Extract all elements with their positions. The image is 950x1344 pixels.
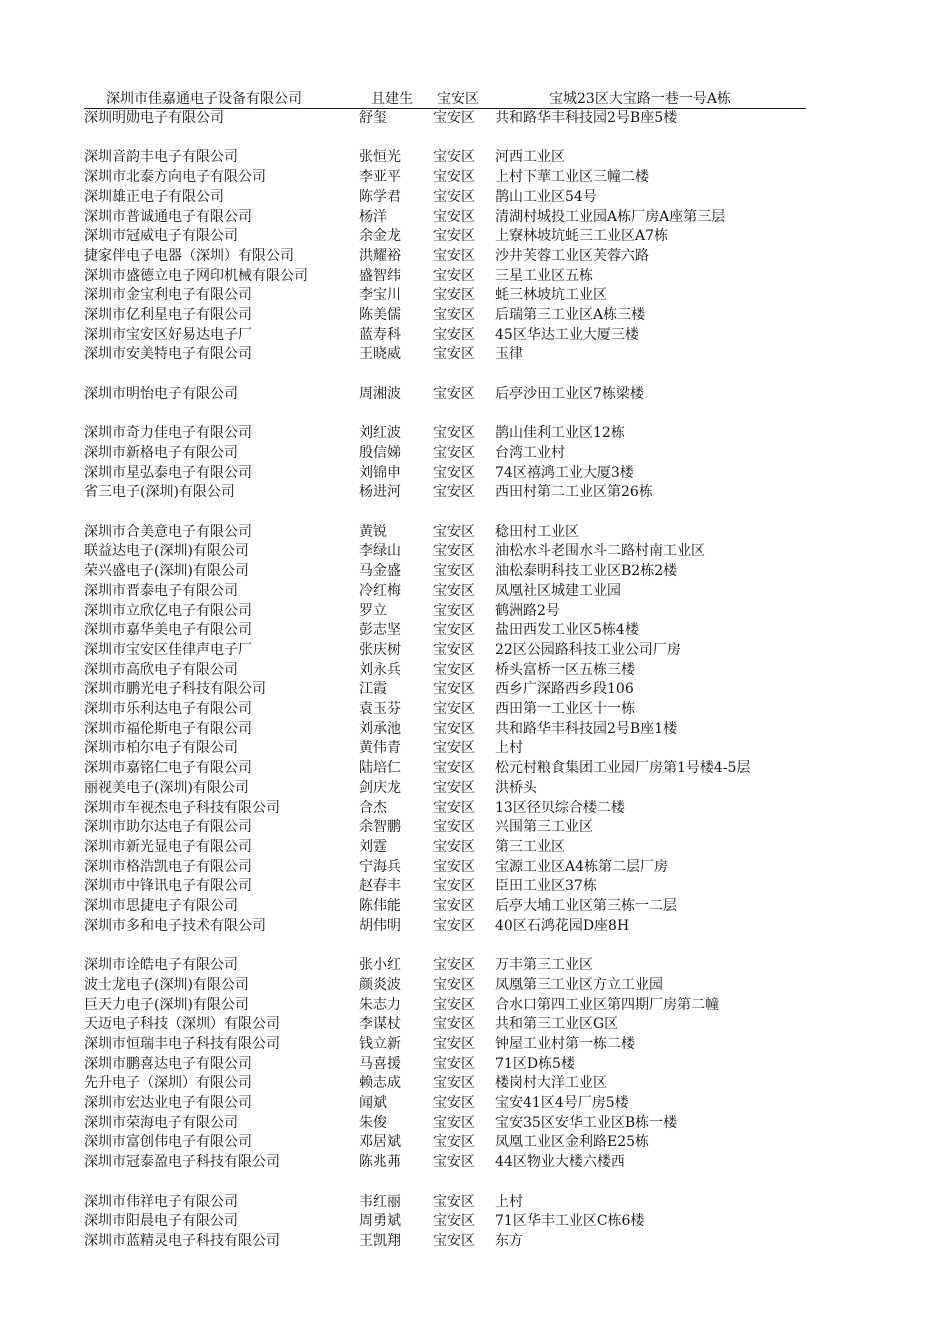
address: 上村下華工业区三幢二楼 — [495, 169, 649, 186]
address: 东方 — [495, 1232, 523, 1249]
address: 71区华丰工业区C栋6楼 — [495, 1213, 645, 1230]
contact-name: 刘红波 — [359, 425, 401, 442]
district: 宝安区 — [433, 444, 475, 461]
company-name: 深圳市诠皓电子有限公司 — [84, 957, 238, 974]
header-row — [84, 90, 806, 109]
company-name: 深圳市嘉铭仁电子有限公司 — [84, 760, 252, 777]
district: 宝安区 — [433, 582, 475, 599]
company-name: 深圳市伟祥电子有限公司 — [84, 1193, 238, 1210]
contact-name: 蓝寿科 — [359, 326, 401, 343]
header-address: 宝城23区大宝路一巷一号A栋 — [549, 91, 731, 107]
contact-name: 盛智纬 — [359, 267, 401, 284]
contact-name: 刘锦申 — [359, 464, 401, 481]
company-name: 深圳市新光显电子有限公司 — [84, 838, 252, 855]
company-name: 深圳市中锋讯电子有限公司 — [84, 878, 252, 895]
district: 宝安区 — [433, 1095, 475, 1111]
company-name: 深圳市奇力佳电子有限公司 — [84, 425, 252, 442]
district: 宝安区 — [433, 1213, 475, 1230]
company-name: 丽视美电子(深圳)有限公司 — [84, 779, 249, 796]
district: 宝安区 — [433, 957, 475, 974]
contact-name: 王晓威 — [359, 346, 401, 363]
address: 共和路华丰科技园2号B座1楼 — [495, 720, 678, 737]
district: 宝安区 — [433, 1016, 475, 1033]
contact-name: 邓居斌 — [359, 1134, 401, 1151]
contact-name: 周勇斌 — [359, 1213, 401, 1230]
district: 宝安区 — [433, 563, 475, 580]
contact-name: 黄锐 — [359, 523, 387, 540]
district: 宝安区 — [433, 228, 475, 245]
district: 宝安区 — [433, 484, 475, 501]
contact-name: 闻斌 — [359, 1095, 387, 1111]
address: 74区禧鸿工业大厦3楼 — [495, 464, 634, 481]
company-name: 天迈电子科技（深圳）有限公司 — [84, 1016, 280, 1033]
contact-name: 洪耀裕 — [359, 247, 401, 264]
company-name: 深圳市立欣亿电子有限公司 — [84, 602, 252, 619]
district: 宝安区 — [433, 267, 475, 284]
address: 蚝三林坡坑工业区 — [495, 287, 607, 304]
contact-name: 李谋杖 — [359, 1016, 401, 1033]
district: 宝安区 — [433, 740, 475, 757]
address: 后瑞第三工业区A栋三楼 — [495, 307, 646, 323]
company-name: 深圳市普诚通电子有限公司 — [84, 208, 252, 225]
contact-name: 李宝川 — [359, 287, 401, 304]
company-name: 荣兴盛电子(深圳)有限公司 — [84, 563, 249, 580]
header-contact: 且建生 — [371, 91, 413, 107]
district: 宝安区 — [433, 1193, 475, 1210]
company-name: 深圳市北泰方向电子有限公司 — [84, 169, 266, 186]
company-name: 深圳市车视杰电子科技有限公司 — [84, 799, 280, 816]
district: 宝安区 — [433, 425, 475, 442]
address: 凤凰工业区金利路E25栋 — [495, 1134, 650, 1151]
district: 宝安区 — [433, 819, 475, 836]
address: 宝源工业区A4栋第二层厂房 — [495, 858, 669, 875]
address: 宝安35区安华工业区B栋一楼 — [495, 1114, 678, 1131]
contact-name: 颜炎波 — [359, 976, 401, 993]
address: 共和路华丰科技园2号B座5楼 — [495, 110, 678, 126]
district: 宝安区 — [433, 464, 475, 481]
company-name: 深圳市柏尔电子有限公司 — [84, 740, 238, 757]
address: 桥头富桥一区五栋三楼 — [495, 661, 635, 678]
address: 洪桥头 — [495, 779, 537, 796]
district: 宝安区 — [433, 681, 475, 698]
district: 宝安区 — [433, 701, 475, 717]
company-name: 巨天力电子(深圳)有限公司 — [84, 996, 249, 1013]
address: 盐田西发工业区5栋4楼 — [495, 622, 639, 639]
district: 宝安区 — [433, 307, 475, 323]
address: 鹊山工业区54号 — [495, 188, 597, 205]
address: 71区D栋5楼 — [495, 1055, 575, 1072]
district: 宝安区 — [433, 878, 475, 895]
address: 44区物业大楼六楼西 — [495, 1154, 625, 1171]
address: 西田第一工业区十一栋 — [495, 701, 635, 717]
address: 22区公园路科技工业公司厂房 — [495, 641, 681, 658]
district: 宝安区 — [433, 622, 475, 639]
address: 13区径贝综合楼二楼 — [495, 799, 625, 816]
address: 鹊山佳利工业区12栋 — [495, 425, 625, 442]
contact-name: 刘永兵 — [359, 661, 401, 678]
company-name: 深圳市安美特电子有限公司 — [84, 346, 252, 363]
company-name: 深圳市新格电子有限公司 — [84, 444, 238, 461]
district: 宝安区 — [433, 326, 475, 343]
contact-name: 张小红 — [359, 957, 401, 974]
company-name: 深圳市多和电子技术有限公司 — [84, 917, 266, 934]
company-name: 捷家伴电子电器（深圳）有限公司 — [84, 247, 294, 264]
contact-name: 江霞 — [359, 681, 387, 698]
contact-name: 罗立 — [359, 602, 387, 619]
address: 臣田工业区37栋 — [495, 878, 597, 895]
company-name: 深圳市宝安区佳律声电子厂 — [84, 641, 252, 658]
company-name: 深圳市金宝利电子有限公司 — [84, 287, 252, 304]
district: 宝安区 — [433, 169, 475, 186]
address: 共和第三工业区G区 — [495, 1016, 619, 1033]
contact-name: 马喜援 — [359, 1055, 401, 1072]
contact-name: 胡伟明 — [359, 917, 401, 934]
address: 上村 — [495, 1193, 523, 1210]
company-name: 深圳市嘉华美电子有限公司 — [84, 622, 252, 639]
contact-name: 余智鹏 — [359, 819, 401, 836]
company-name: 深圳市星弘泰电子有限公司 — [84, 464, 252, 481]
district: 宝安区 — [433, 208, 475, 225]
company-name: 深圳市晋泰电子有限公司 — [84, 582, 238, 599]
address: 第三工业区 — [495, 838, 565, 855]
company-name: 深圳明勋电子有限公司 — [84, 110, 224, 126]
contact-name: 黄伟青 — [359, 740, 401, 757]
district: 宝安区 — [433, 838, 475, 855]
company-name: 深圳市恒瑞丰电子科技有限公司 — [84, 1035, 280, 1052]
contact-name: 陆培仁 — [359, 760, 401, 777]
company-name: 深圳雄正电子有限公司 — [84, 188, 224, 205]
contact-name: 王凯翔 — [359, 1232, 401, 1249]
address: 三星工业区五栋 — [495, 267, 593, 284]
company-name: 深圳市冠泰盈电子科技有限公司 — [84, 1154, 280, 1171]
company-name: 深圳市明怡电子有限公司 — [84, 385, 238, 402]
address: 河西工业区 — [495, 149, 565, 166]
district: 宝安区 — [433, 799, 475, 816]
contact-name: 马金盛 — [359, 563, 401, 580]
company-name: 深圳市高欣电子有限公司 — [84, 661, 238, 678]
contact-name: 杨洋 — [359, 208, 387, 225]
district: 宝安区 — [433, 523, 475, 540]
district: 宝安区 — [433, 602, 475, 619]
address: 合水口第四工业区第四期厂房第二幢 — [495, 996, 719, 1013]
address: 楼岗村大洋工业区 — [495, 1075, 607, 1092]
district: 宝安区 — [433, 1154, 475, 1171]
company-name: 深圳音韵丰电子有限公司 — [84, 149, 238, 166]
address: 凤凰社区城建工业园 — [495, 582, 621, 599]
contact-name: 殷信娣 — [359, 444, 401, 461]
district: 宝安区 — [433, 720, 475, 737]
contact-name: 朱志力 — [359, 996, 401, 1013]
district: 宝安区 — [433, 898, 475, 914]
company-name: 深圳市阳晨电子有限公司 — [84, 1213, 238, 1230]
district: 宝安区 — [433, 858, 475, 875]
district: 宝安区 — [433, 247, 475, 264]
company-name: 深圳市合美意电子有限公司 — [84, 523, 252, 540]
district: 宝安区 — [433, 779, 475, 796]
contact-name: 余金龙 — [359, 228, 401, 245]
address: 清湖村城投工业园A栋厂房A座第三层 — [495, 208, 726, 225]
contact-name: 剑庆龙 — [359, 779, 401, 796]
address: 钟屋工业村第一栋二楼 — [495, 1035, 635, 1052]
contact-name: 彭志坚 — [359, 622, 401, 639]
contact-name: 赵春丰 — [359, 878, 401, 895]
district: 宝安区 — [433, 641, 475, 658]
address: 后亭沙田工业区7栋梁楼 — [495, 385, 644, 402]
district: 宝安区 — [433, 1075, 475, 1092]
address: 兴围第三工业区 — [495, 819, 593, 836]
company-name: 波士龙电子(深圳)有限公司 — [84, 976, 249, 993]
district: 宝安区 — [433, 346, 475, 363]
contact-name: 朱俊 — [359, 1114, 387, 1131]
company-name: 深圳市鹏光电子科技有限公司 — [84, 681, 266, 698]
contact-name: 合杰 — [359, 799, 387, 816]
company-name: 深圳市乐利达电子有限公司 — [84, 701, 252, 717]
address: 沙井芙蓉工业区芙蓉六路 — [495, 247, 649, 264]
contact-name: 李绿山 — [359, 543, 401, 560]
district: 宝安区 — [433, 760, 475, 777]
company-name: 深圳市鹏喜达电子有限公司 — [84, 1055, 252, 1072]
district: 宝安区 — [433, 110, 475, 126]
district: 宝安区 — [433, 976, 475, 993]
company-name: 深圳市助尔达电子有限公司 — [84, 819, 252, 836]
contact-name: 李亚平 — [359, 169, 401, 186]
contact-name: 袁玉芬 — [359, 701, 401, 717]
contact-name: 张庆树 — [359, 641, 401, 658]
address: 后亭大埔工业区第三栋一二层 — [495, 898, 677, 914]
address: 鹤洲路2号 — [495, 602, 560, 619]
company-name: 深圳市蓝精灵电子科技有限公司 — [84, 1232, 280, 1249]
address: 上村 — [495, 740, 523, 757]
company-name: 深圳市冠威电子有限公司 — [84, 228, 238, 245]
contact-name: 赖志成 — [359, 1075, 401, 1092]
district: 宝安区 — [433, 1232, 475, 1249]
address: 上寮林坡坑蚝三工业区A7栋 — [495, 228, 669, 245]
district: 宝安区 — [433, 1114, 475, 1131]
contact-name: 陈伟能 — [359, 898, 401, 914]
address: 台湾工业村 — [495, 444, 565, 461]
company-name: 深圳市思捷电子有限公司 — [84, 898, 238, 914]
address: 万丰第三工业区 — [495, 957, 593, 974]
contact-name: 张恒光 — [359, 149, 401, 166]
contact-name: 冷红梅 — [359, 582, 401, 599]
company-name: 深圳市荣海电子有限公司 — [84, 1114, 238, 1131]
company-name: 深圳市福伦斯电子有限公司 — [84, 720, 252, 737]
district: 宝安区 — [433, 917, 475, 934]
company-name: 深圳市宝安区好易达电子厂 — [84, 326, 252, 343]
company-name: 联益达电子(深圳)有限公司 — [84, 543, 249, 560]
contact-name: 陈学君 — [359, 188, 401, 205]
contact-name: 钱立新 — [359, 1035, 401, 1052]
district: 宝安区 — [433, 385, 475, 402]
company-name: 深圳市盛德立电子网印机械有限公司 — [84, 267, 308, 284]
address: 凤凰第三工业区方立工业园 — [495, 976, 663, 993]
company-name: 深圳市格浩凯电子有限公司 — [84, 858, 252, 875]
district: 宝安区 — [433, 996, 475, 1013]
address: 油松水斗老围水斗二路村南工业区 — [495, 543, 705, 560]
address: 玉律 — [495, 346, 523, 363]
company-name: 深圳市亿利星电子有限公司 — [84, 307, 252, 323]
contact-name: 刘承池 — [359, 720, 401, 737]
address: 45区华达工业大厦三楼 — [495, 326, 639, 343]
company-name: 深圳市富创伟电子有限公司 — [84, 1134, 252, 1151]
company-name: 省三电子(深圳)有限公司 — [84, 484, 235, 501]
district: 宝安区 — [433, 287, 475, 304]
address: 稔田村工业区 — [495, 523, 579, 540]
contact-name: 陈兆茀 — [359, 1154, 401, 1171]
district: 宝安区 — [433, 1134, 475, 1151]
address: 西乡广深路西乡段106 — [495, 681, 634, 698]
address: 西田村第二工业区第26栋 — [495, 484, 653, 501]
contact-name: 陈美儒 — [359, 307, 401, 323]
district: 宝安区 — [433, 188, 475, 205]
contact-name: 杨进河 — [359, 484, 401, 501]
district: 宝安区 — [433, 1055, 475, 1072]
contact-name: 韦红丽 — [359, 1193, 401, 1210]
company-name: 深圳市宏达业电子有限公司 — [84, 1095, 252, 1111]
address: 油松泰明科技工业区B2栋2楼 — [495, 563, 678, 580]
company-name: 先升电子（深圳）有限公司 — [84, 1075, 252, 1092]
contact-name: 宁海兵 — [359, 858, 401, 875]
header-district: 宝安区 — [437, 91, 479, 107]
district: 宝安区 — [433, 543, 475, 560]
contact-name: 周湘波 — [359, 385, 401, 402]
district: 宝安区 — [433, 1035, 475, 1052]
district: 宝安区 — [433, 149, 475, 166]
contact-name: 刘霆 — [359, 838, 387, 855]
district: 宝安区 — [433, 661, 475, 678]
contact-name: 舒玺 — [359, 110, 387, 126]
address: 宝安41区4号厂房5楼 — [495, 1095, 629, 1111]
header-company: 深圳市佳嘉通电子设备有限公司 — [106, 91, 302, 107]
address: 40区石鸿花园D座8H — [495, 917, 630, 934]
address: 松元村粮食集团工业园厂房第1号楼4-5层 — [495, 760, 751, 777]
